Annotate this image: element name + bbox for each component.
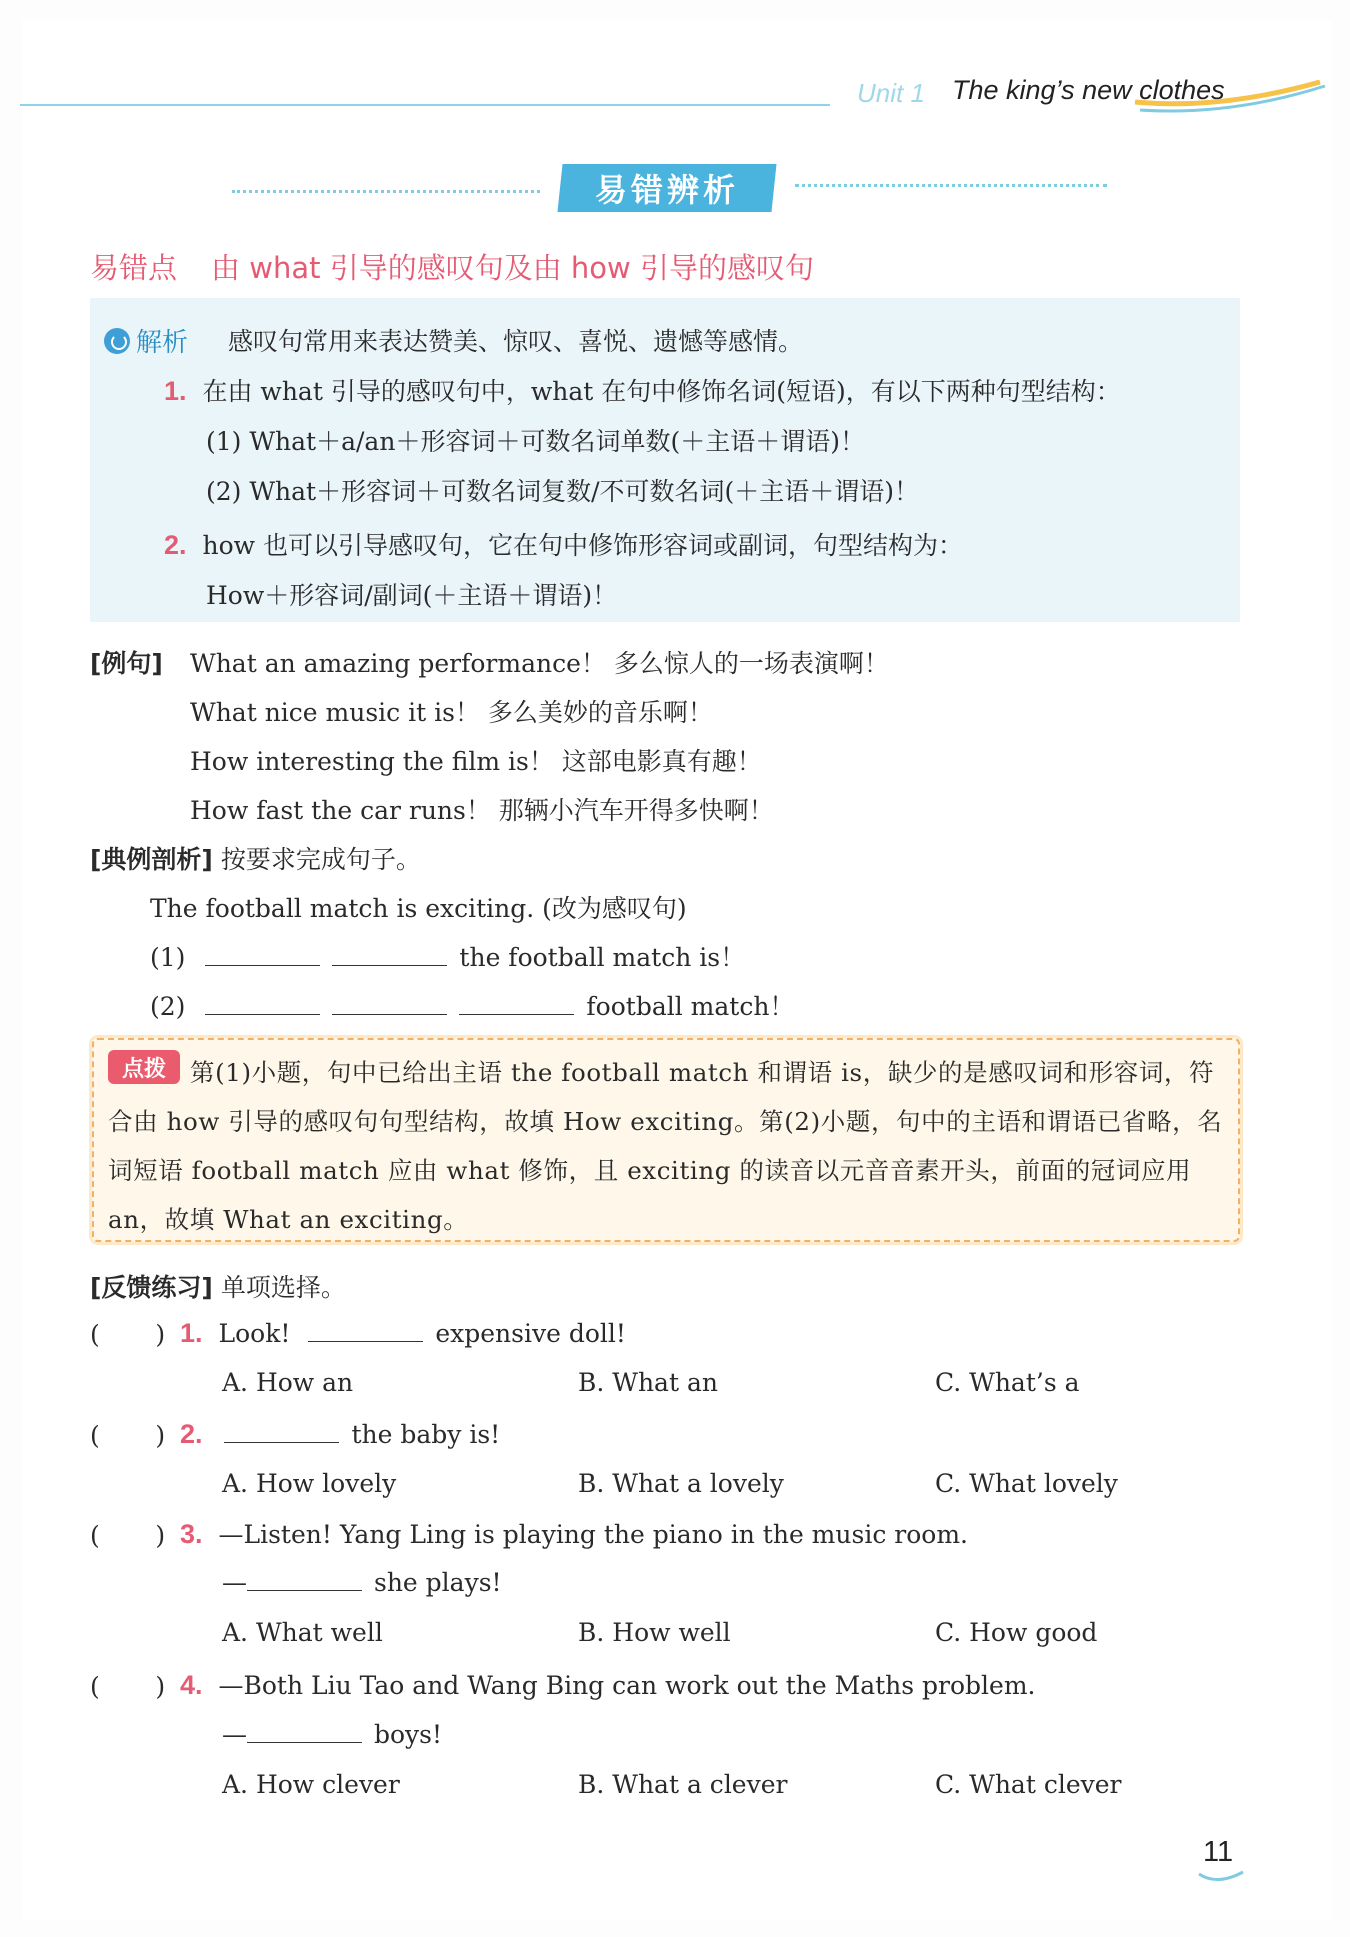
typical-item-1: (1) the football match is！	[150, 943, 746, 972]
page-number: 11	[1203, 1836, 1234, 1868]
pattern-2: (2) What＋形容词＋可数名词复数/不可数名词(＋主语＋谓语)！	[206, 477, 920, 506]
answer-paren[interactable]: ( )	[90, 1320, 166, 1349]
answer-blank[interactable]	[247, 1568, 362, 1591]
typical-heading: [典例剖析] 按要求完成句子。	[90, 845, 421, 874]
option-c[interactable]: C. What clever	[935, 1770, 1122, 1799]
point-1: 1. 在由 what 引导的感叹句中，what 在句中修饰名词(短语)，有以下两种句型结构：	[164, 376, 1121, 406]
answer-paren[interactable]: ( )	[90, 1421, 166, 1450]
option-b[interactable]: B. What an	[578, 1368, 718, 1397]
option-a[interactable]: A. What well	[222, 1618, 383, 1647]
question-4: 4. —Both Liu Tao and Wang Bing can work out the Maths problem.	[180, 1670, 1036, 1700]
answer-blank[interactable]	[332, 943, 447, 966]
pitfall-heading	[90, 246, 814, 287]
key-icon	[104, 328, 130, 354]
example-sentence: What nice music it is！ 多么美妙的音乐啊！	[190, 698, 713, 727]
divider-left	[232, 190, 540, 193]
pattern-3: How＋形容词/副词(＋主语＋谓语)！	[206, 581, 618, 610]
feedback-heading: [反馈练习] 单项选择。	[90, 1273, 346, 1302]
swoosh-icon	[1130, 80, 1330, 120]
unit-title: The king’s new clothes	[952, 75, 1225, 105]
question-4-reply: — boys!	[222, 1720, 443, 1749]
answer-blank[interactable]	[205, 992, 320, 1015]
example-sentence: How fast the car runs！ 那辆小汽车开得多快啊！	[190, 796, 774, 825]
answer-blank[interactable]	[224, 1420, 339, 1443]
option-b[interactable]: B. What a lovely	[578, 1469, 784, 1498]
tip-tag: 点拨	[108, 1050, 180, 1084]
explanation-intro: 感叹句常用来表达赞美、惊叹、喜悦、遗憾等感情。	[228, 327, 804, 356]
answer-paren[interactable]: ( )	[90, 1521, 166, 1550]
answer-blank[interactable]	[247, 1720, 362, 1743]
tip-text: 第(1)小题，句中已给出主语 the football match 和谓语 is，缺少的是感叹词和形容词，符合由 how 引导的感叹句句型结构，故填 How exciting。第(2)小题，句中的主语和谓语已省略，名词短语 football match 应由 what 修饰，且 exciting 的读音以元音音素开头，前面的冠词应用 an，故填 What an exciting。	[108, 1058, 1223, 1234]
question-3-reply: — she plays!	[222, 1568, 502, 1597]
explanation-tag: 解析	[104, 322, 188, 359]
option-b[interactable]: B. What a clever	[578, 1770, 788, 1799]
option-a[interactable]: A. How clever	[222, 1770, 400, 1799]
option-c[interactable]: C. What’s a	[935, 1368, 1080, 1397]
pattern-1: (1) What＋a/an＋形容词＋可数名词单数(＋主语＋谓语)！	[206, 427, 865, 456]
option-a[interactable]: A. How an	[222, 1368, 354, 1397]
answer-blank[interactable]	[459, 992, 574, 1015]
pitfall-label: 易错点	[90, 251, 178, 285]
question-1: 1. Look! expensive doll!	[180, 1318, 626, 1348]
question-3: 3. —Listen! Yang Ling is playing the piano in the music room.	[180, 1519, 968, 1549]
divider-right	[795, 184, 1107, 187]
option-c[interactable]: C. How good	[935, 1618, 1098, 1647]
unit-label: Unit 1	[857, 78, 925, 108]
answer-blank[interactable]	[205, 943, 320, 966]
page-swoosh-icon	[1197, 1868, 1247, 1888]
answer-blank[interactable]	[308, 1319, 423, 1342]
header-rule	[20, 104, 830, 106]
examples-label: [例句]	[90, 649, 163, 678]
option-a[interactable]: A. How lovely	[222, 1469, 397, 1498]
option-b[interactable]: B. How well	[578, 1618, 731, 1647]
option-c[interactable]: C. What lovely	[935, 1469, 1118, 1498]
example-sentence: How interesting the film is！ 这部电影真有趣！	[190, 747, 762, 776]
answer-blank[interactable]	[332, 992, 447, 1015]
answer-paren[interactable]: ( )	[90, 1672, 166, 1701]
typical-sentence: The football match is exciting. (改为感叹句)	[150, 894, 687, 923]
example-sentence: What an amazing performance！ 多么惊人的一场表演啊！	[190, 649, 889, 678]
typical-item-2: (2) football match！	[150, 992, 795, 1021]
question-2: 2. the baby is!	[180, 1419, 501, 1449]
section-badge: 易错辨析	[557, 164, 776, 212]
pitfall-title: 由 what 引导的感叹句及由 how 引导的感叹句	[211, 251, 814, 285]
point-2: 2. how 也可以引导感叹句，它在句中修饰形容词或副词，句型结构为：	[164, 530, 963, 560]
